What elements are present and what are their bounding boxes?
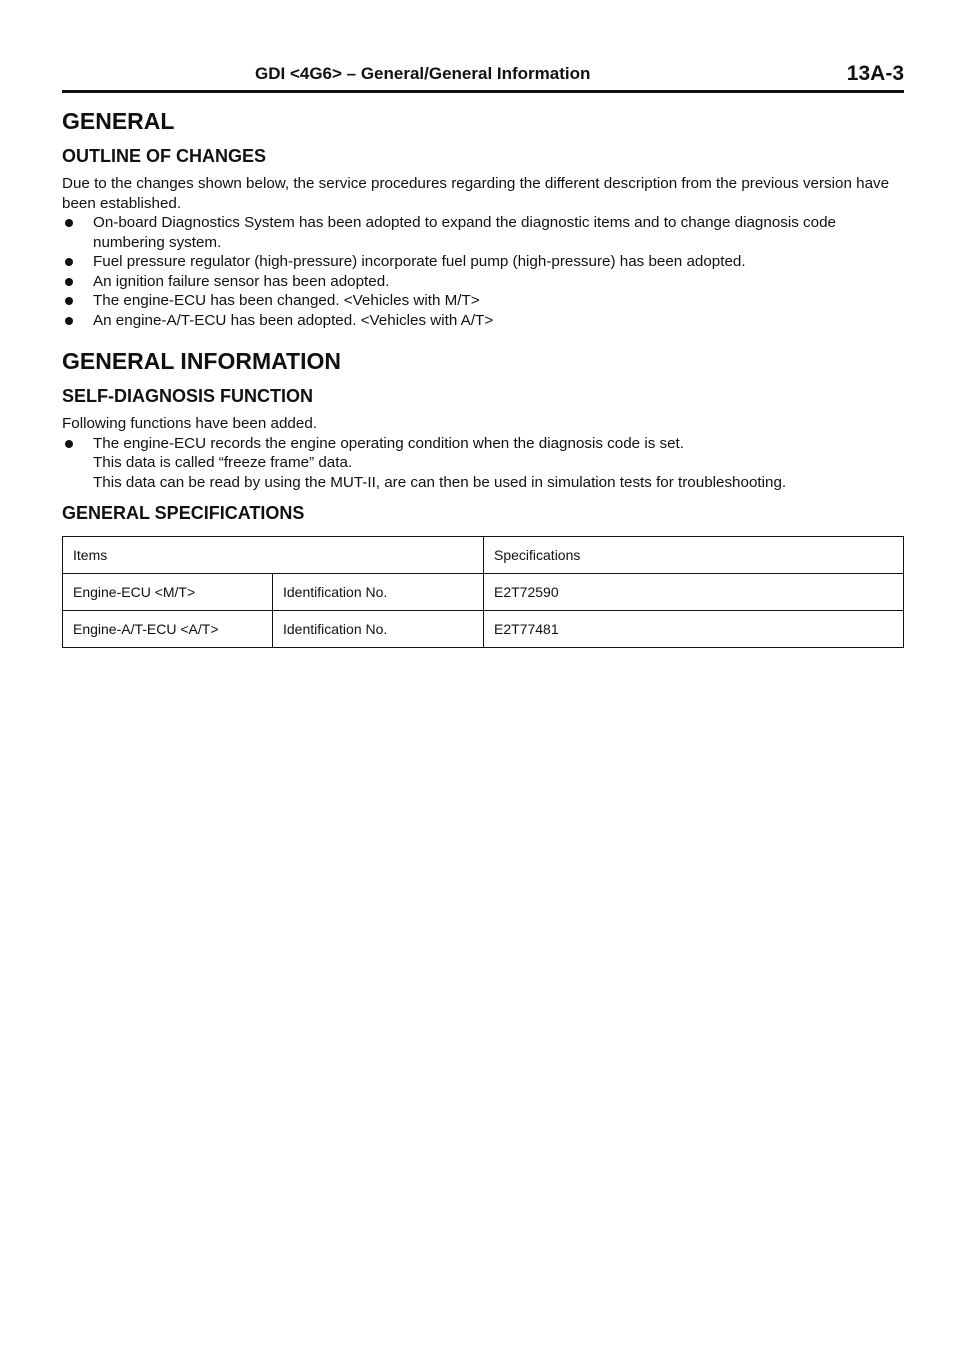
list-item [62, 213, 904, 252]
page-title: GDI <4G6> – General/General Information [255, 64, 591, 83]
column-header-specifications: Specifications [484, 536, 904, 573]
table-row [63, 573, 904, 610]
list-item-text: An engine-A/T-ECU has been adopted. <Vehicles with A/T> [93, 311, 494, 329]
table-cell-value: E2T72590 [484, 573, 904, 610]
bullet-icon [65, 258, 73, 266]
list-item-text: The engine-ECU has been changed. <Vehicles with M/T> [93, 292, 480, 310]
table-cell-value: E2T77481 [484, 610, 904, 647]
list-item [62, 434, 904, 493]
outline-heading: OUTLINE OF CHANGES [62, 145, 267, 166]
page-content [62, 108, 904, 648]
general-heading: GENERAL [62, 108, 175, 134]
bullet-icon [65, 297, 73, 305]
list-item-text: On-board Diagnostics System has been adopted to expand the diagnostic items and to change diagnosis code numbering system. [93, 214, 836, 251]
specifications-heading: GENERAL SPECIFICATIONS [62, 503, 305, 524]
bullet-icon [65, 278, 73, 286]
table-cell-label: Identification No. [273, 610, 484, 647]
table-cell-label: Identification No. [273, 573, 484, 610]
list-item [62, 272, 904, 292]
list-item-text: The engine-ECU records the engine operating condition when the diagnosis code is set. [93, 434, 684, 452]
outline-list [62, 213, 904, 330]
bullet-icon [65, 440, 73, 448]
header-rule [62, 90, 904, 93]
mut-ii-note: This data can be read by using the MUT-II, are can then be used in simulation tests for troubleshooting. [93, 473, 787, 491]
specifications-table [62, 536, 904, 648]
list-item-text: Fuel pressure regulator (high-pressure) incorporate fuel pump (high-pressure) has been adopted. [93, 253, 746, 271]
table-header-row [63, 536, 904, 573]
freeze-frame-note: This data is called “freeze frame” data. [93, 454, 353, 472]
bullet-icon [65, 317, 73, 325]
list-item [62, 311, 904, 331]
page-header [62, 62, 904, 90]
section-spacer [62, 492, 904, 503]
self-diagnosis-list [62, 434, 904, 493]
outline-intro: Due to the changes shown below, the service procedures regarding the different description from the previous version have been established. [62, 175, 890, 212]
section-spacer [62, 330, 904, 348]
table-cell-item: Engine-ECU <M/T> [63, 573, 273, 610]
table-cell-item: Engine-A/T-ECU <A/T> [63, 610, 273, 647]
page-number: 13A-3 [846, 62, 904, 85]
self-diagnosis-heading: SELF-DIAGNOSIS FUNCTION [62, 385, 313, 406]
list-item-text: An ignition failure sensor has been adopted. [93, 272, 390, 290]
list-item [62, 252, 904, 272]
self-diagnosis-intro: Following functions have been added. [62, 415, 317, 433]
general-information-heading: GENERAL INFORMATION [62, 348, 341, 375]
table-row [63, 610, 904, 647]
bullet-icon [65, 219, 73, 227]
column-header-items: Items [63, 536, 484, 573]
list-item [62, 291, 904, 311]
